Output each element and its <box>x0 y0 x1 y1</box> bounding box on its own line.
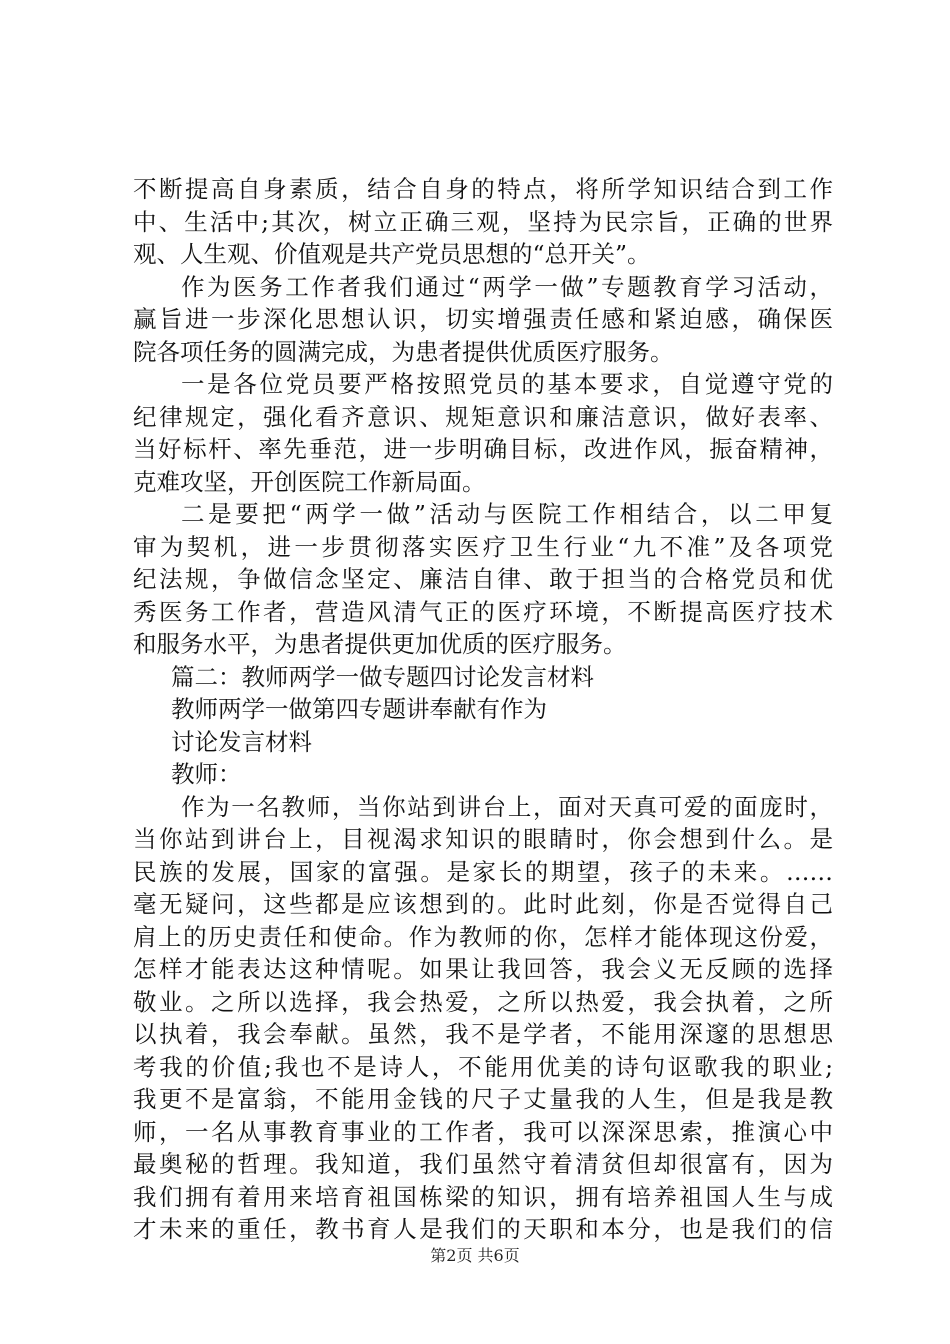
text-line: 才未来的重任，教书育人是我们的天职和本分，也是我们的信 <box>133 1215 833 1243</box>
text-line: 我们拥有着用来培育祖国栋梁的知识，拥有培养祖国人生与成 <box>133 1182 833 1211</box>
text-line: 和服务水平，为患者提供更加优质的医疗服务。 <box>133 630 627 658</box>
text-line: 秀医务工作者，营造风清气正的医疗环境，不断提高医疗技术 <box>133 597 833 626</box>
text-line: 纪法规，争做信念坚定、廉洁自律、敢于担当的合格党员和优 <box>133 565 833 593</box>
text-line: 考我的价值;我也不是诗人，不能用优美的诗句讴歌我的职业; <box>133 1052 833 1081</box>
text-line: 以执着，我会奉献。虽然，我不是学者，不能用深邃的思想思 <box>133 1020 833 1048</box>
text-line: 肩上的历史责任和使命。作为教师的你，怎样才能体现这份爱， <box>133 922 833 951</box>
text-line: 讨论发言材料 <box>171 727 312 756</box>
page-footer: 第2页 共6页 <box>430 1246 520 1265</box>
text-line: 作为一名教师，当你站到讲台上，面对天真可爱的面庞时， <box>181 792 833 821</box>
text-line: 民族的发展，国家的富强。是家长的期望，孩子的未来。…… <box>133 857 833 886</box>
text-line: 纪律规定，强化看齐意识、规矩意识和廉洁意识，做好表率、 <box>133 402 833 431</box>
text-line: 当你站到讲台上，目视渴求知识的眼睛时，你会想到什么。是 <box>133 825 833 853</box>
text-line: 敬业。之所以选择，我会热爱，之所以热爱，我会执着，之所 <box>133 987 833 1016</box>
text-line: 院各项任务的圆满完成，为患者提供优质医疗服务。 <box>133 337 674 366</box>
text-line: 审为契机，进一步贯彻落实医疗卫生行业“九不准”及各项党 <box>133 532 833 561</box>
text-line: 我更不是富翁，不能用金钱的尺子丈量我的人生，但是我是教 <box>133 1085 833 1113</box>
text-line: 赢旨进一步深化思想认识，切实增强责任感和紧迫感，确保医 <box>133 305 833 333</box>
text-line: 怎样才能表达这种情呢。如果让我回答，我会义无反顾的选择 <box>133 955 833 983</box>
text-line: 师，一名从事教育事业的工作者，我可以深深思索，推演心中 <box>133 1117 833 1146</box>
text-line: 一是各位党员要严格按照党员的基本要求，自觉遵守党的 <box>181 370 833 398</box>
text-line: 教师： <box>171 760 242 788</box>
text-line: 当好标杆、率先垂范，进一步明确目标，改进作风，振奋精神， <box>133 435 833 463</box>
text-line: 不断提高自身素质，结合自身的特点，将所学知识结合到工作 <box>133 175 833 203</box>
document-body <box>133 173 833 1246</box>
text-line: 篇二：教师两学一做专题四讨论发言材料 <box>171 662 594 691</box>
text-line: 观、人生观、价值观是共产党员思想的“总开关”。 <box>133 240 651 268</box>
text-line: 中、生活中;其次，树立正确三观，坚持为民宗旨，正确的世界 <box>133 207 833 236</box>
text-line: 作为医务工作者我们通过“两学一做”专题教育学习活动， <box>181 272 833 301</box>
text-line: 毫无疑问，这些都是应该想到的。此时此刻，你是否觉得自己 <box>133 890 833 918</box>
text-line: 克难攻坚，开创医院工作新局面。 <box>133 467 486 496</box>
text-line: 最奥秘的哲理。我知道，我们虽然守着清贫但却很富有，因为 <box>133 1150 833 1178</box>
text-line: 教师两学一做第四专题讲奉献有作为 <box>171 695 547 723</box>
text-line: 二是要把“两学一做”活动与医院工作相结合，以二甲复 <box>181 500 833 528</box>
